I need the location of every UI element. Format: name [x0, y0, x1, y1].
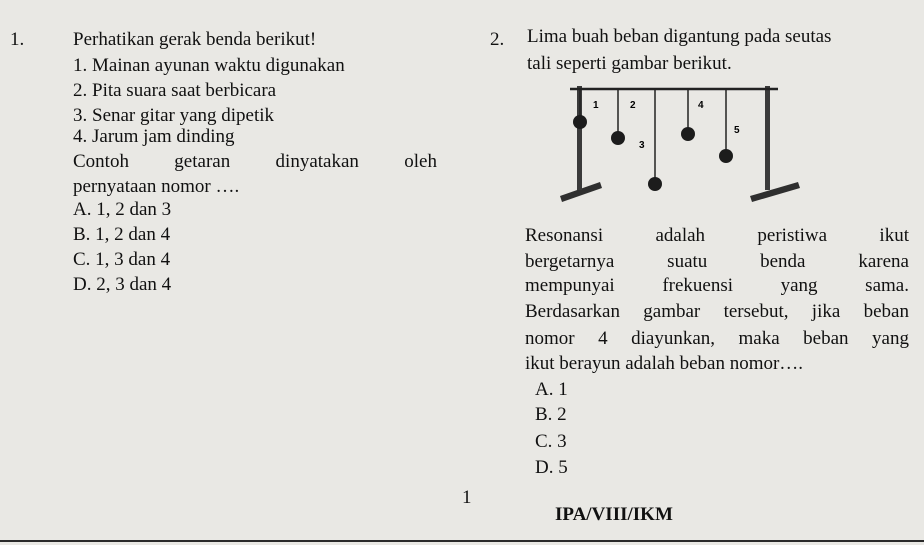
q1-statement-line	[73, 152, 437, 171]
q1-item-3: 3. Senar gitar yang dipetik	[73, 105, 275, 126]
pendulum-4-bob	[681, 127, 695, 141]
q2-text-line-1	[525, 226, 909, 245]
q2-word: mempunyai	[525, 275, 615, 296]
pendulum-label: 1	[593, 100, 599, 111]
q2-word: suatu	[667, 251, 708, 272]
pendulum-3-bob	[648, 177, 662, 191]
q2-word: jika	[811, 301, 841, 322]
q1-item-1: 1. Mainan ayunan waktu digunakan	[73, 55, 345, 76]
q2-word: ikut	[879, 225, 909, 246]
pendulum-label: 2	[630, 100, 636, 111]
q1-item-2: 2. Pita suara saat berbicara	[73, 80, 277, 101]
q2-word: beban	[863, 301, 909, 322]
q2-word: beban	[803, 328, 849, 349]
q2-intro-line-1: Lima buah beban digantung pada seutas	[527, 26, 832, 47]
pendulum-2-bob	[611, 131, 625, 145]
right-base	[750, 182, 800, 202]
q2-word: 4	[598, 328, 608, 349]
bottom-rule	[0, 540, 924, 542]
q2-word: frekuensi	[662, 275, 734, 296]
pendulum-figure	[560, 78, 810, 218]
q1-number: 1.	[10, 29, 25, 50]
pendulum-5-bob	[719, 149, 733, 163]
pendulum-label: 3	[639, 140, 645, 151]
q1-statement-word: getaran	[174, 151, 231, 172]
q1-statement-word: dinyatakan	[275, 151, 359, 172]
page-number: 1	[462, 487, 472, 508]
q2-word: benda	[760, 251, 806, 272]
q2-text-line-5	[525, 329, 909, 348]
q2-option-a: A. 1	[535, 379, 568, 400]
q2-word: sama.	[865, 275, 909, 296]
q2-option-b: B. 2	[535, 404, 567, 425]
q1-statement-end: pernyataan nomor ….	[73, 176, 240, 197]
q2-word: maka	[738, 328, 780, 349]
q2-word: karena	[858, 251, 909, 272]
q1-option-b: B. 1, 2 dan 4	[73, 224, 171, 245]
q1-stem: Perhatikan gerak benda berikut!	[73, 29, 317, 50]
q2-word: Resonansi	[525, 225, 604, 246]
q2-word: diayunkan,	[631, 328, 716, 349]
q2-word: nomor	[525, 328, 575, 349]
pendulum-label: 5	[734, 125, 740, 136]
q2-word: gambar	[643, 301, 701, 322]
q2-option-d: D. 5	[535, 457, 568, 478]
q1-option-c: C. 1, 3 dan 4	[73, 249, 171, 270]
q1-item-4: 4. Jarum jam dinding	[73, 126, 235, 147]
q2-word: Berdasarkan	[525, 301, 620, 322]
q2-word: yang	[872, 328, 909, 349]
q1-statement-word: Contoh	[73, 151, 129, 172]
q2-word: tersebut,	[723, 301, 789, 322]
q2-word: bergetarnya	[525, 251, 615, 272]
pendulum-1-bob	[573, 115, 587, 129]
pendulum-label: 4	[698, 100, 704, 111]
q2-text-line-3	[525, 276, 909, 295]
right-post	[765, 86, 770, 190]
q1-option-d: D. 2, 3 dan 4	[73, 274, 172, 295]
q2-word: yang	[780, 275, 818, 296]
q2-option-c: C. 3	[535, 431, 567, 452]
q1-option-a: A. 1, 2 dan 3	[73, 199, 172, 220]
q2-text-line-4	[525, 302, 909, 321]
document-code: IPA/VIII/IKM	[555, 504, 673, 525]
q2-text-line-6: ikut berayun adalah beban nomor….	[525, 353, 804, 374]
q2-number: 2.	[490, 29, 505, 50]
q2-intro-line-2: tali seperti gambar berikut.	[527, 53, 732, 74]
q1-statement-word: oleh	[404, 151, 437, 172]
q2-word: peristiwa	[757, 225, 828, 246]
q2-text-line-2	[525, 252, 909, 271]
q2-word: adalah	[655, 225, 706, 246]
